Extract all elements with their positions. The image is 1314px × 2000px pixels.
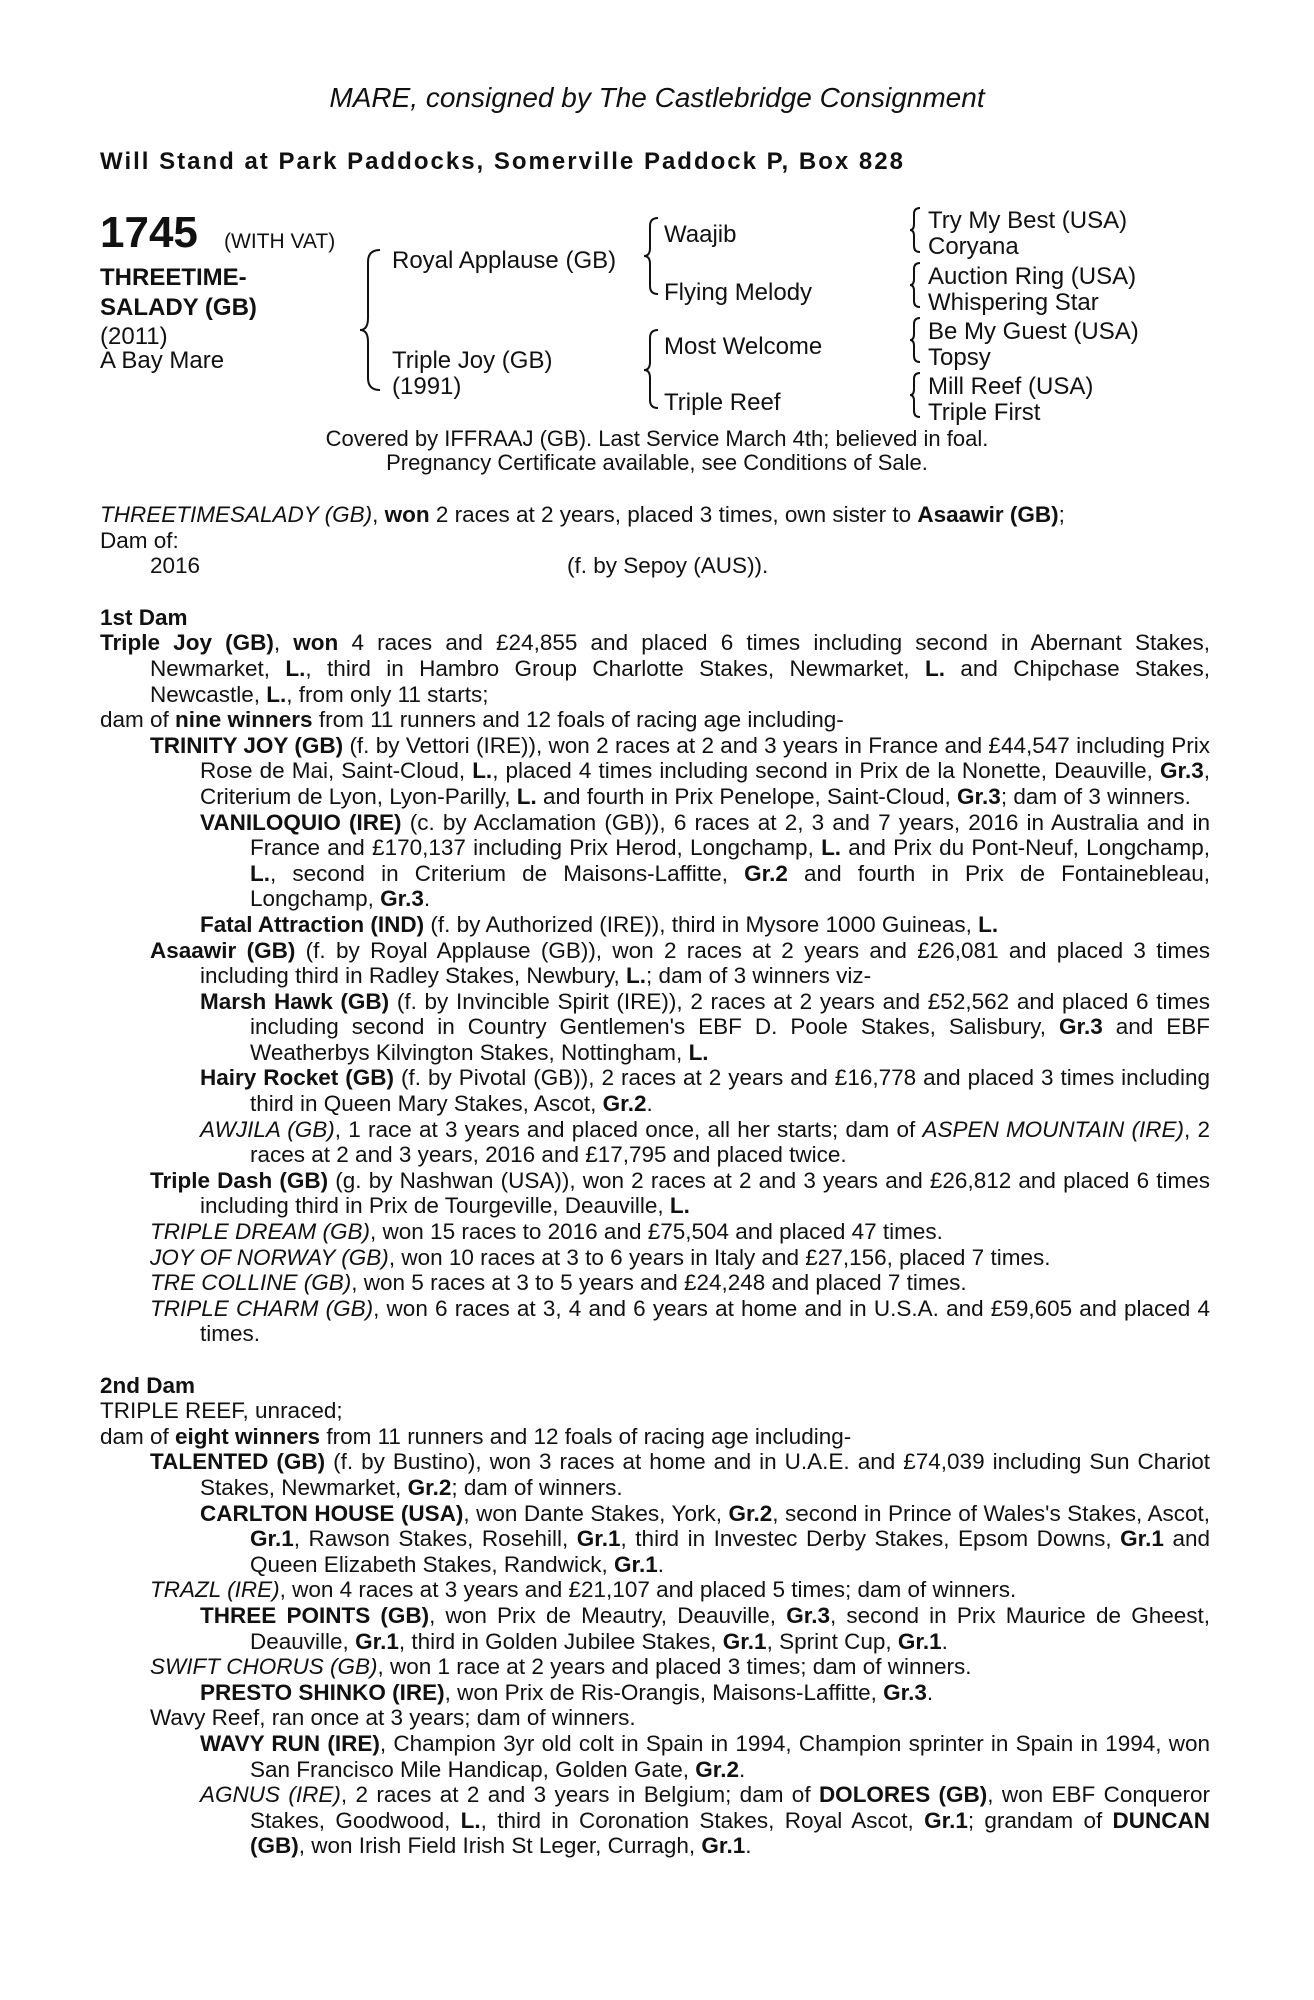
first_dam-entry-text: AWJILA (GB) [200, 1116, 335, 1142]
second_dam-entry-text: THREE POINTS (GB) [200, 1602, 430, 1628]
horse-name-line1: THREETIME- [100, 264, 247, 291]
second_dam-entry [100, 1654, 1210, 1680]
second_dam-entry-text: , third in Investec Derby Stakes, Epsom Downs, [620, 1526, 1121, 1552]
catalogue-body [100, 502, 1210, 1859]
second_dam-entry-text: Gr.2 [695, 1756, 740, 1782]
second_dam-entry-text: . [745, 1833, 752, 1859]
pedigree-sire: Royal Applause (GB) [392, 247, 617, 274]
first_dam-entry-text: ASPEN MOUNTAIN (IRE) [922, 1116, 1184, 1142]
first_dam-entry-text: TRIPLE CHARM (GB) [150, 1295, 374, 1321]
dam-of-label: Dam of: [100, 527, 179, 553]
first_dam-entry-text: Asaawir (GB) [150, 937, 296, 963]
first_dam-entry-text: , won 5 races at 3 to 5 years and £24,248 and placed 7 times. [351, 1270, 967, 1296]
intro-comma: , [372, 502, 385, 527]
second_dam-entry-text: Gr.1 [250, 1526, 294, 1552]
second_dam-entry [100, 1577, 1210, 1603]
second_dam-entry-text: TALENTED (GB) [150, 1449, 326, 1475]
foal-line [100, 553, 1210, 579]
brace-sire [644, 218, 658, 294]
pedigree-dam-year: (1991) [392, 373, 462, 400]
second_dam-entry [100, 1501, 1210, 1578]
first_dam-entry-text: (c. by Acclamation (GB)), 6 races at 2, 3 and 7 years, 2016 in Australia and in France and £170,137 including Prix Herod, Longchamp, [250, 809, 1210, 861]
second_dam-entry-text: . [941, 1628, 948, 1654]
first_dam-entry-text: L. [821, 835, 842, 861]
first_dam-entry-text: , placed 4 times including second in Prix de la Nonette, Deauville, [492, 758, 1160, 784]
intro-end: ; [1058, 502, 1065, 527]
page-title: MARE, consigned by The Castlebridge Consignment [329, 82, 985, 113]
horse-name-line2: SALADY (GB) [100, 294, 257, 321]
first_dam-entry-text: , 2 races at 2 and 3 years, 2016 and £17,795 and placed twice. [250, 1116, 1210, 1168]
first_dam-entry-text: Gr.2 [602, 1091, 647, 1117]
foal-description: (f. by Sepoy (AUS)). [567, 553, 769, 579]
second_dam-entry-text: Gr.1 [1120, 1526, 1164, 1552]
second_dam-entry-text: Wavy Reef, ran once at 3 years; dam of winners. [150, 1705, 636, 1731]
first_dam-entry-text: Gr.3 [1159, 758, 1204, 784]
foal-year: 2016 [150, 553, 201, 579]
first_dam-entry-text: L. [978, 911, 999, 937]
first_dam-entry [100, 1065, 1210, 1116]
first_dam-entry [100, 912, 1210, 938]
first_dam-entry [100, 810, 1210, 912]
second_dam-entry-text: (f. by Bustino), won 3 races at home and in U.A.E. and £74,039 including Sun Chariot Stakes, Newmarket, [200, 1449, 1211, 1500]
first_dam-entry-text: Marsh Hawk (GB) [200, 988, 390, 1014]
first_dam-entry-text: Triple Joy (GB) [100, 630, 274, 656]
second_dam-entry-text: PRESTO SHINKO (IRE) [200, 1679, 445, 1705]
second_dam-entry [100, 1424, 1210, 1450]
second_dam-entry-text: TRAZL (IRE) [150, 1577, 280, 1603]
pedigree-dam: Triple Joy (GB) [392, 347, 553, 374]
intro-paragraph [100, 502, 1210, 528]
second_dam-entry [100, 1603, 1210, 1654]
pedigree-ggp-5: Be My Guest (USA) [928, 318, 1139, 345]
second_dam-entry-text: DUNCAN (GB) [250, 1807, 1210, 1859]
first_dam-entry-text: Gr.3 [1058, 1014, 1103, 1040]
first_dam-entry [100, 1245, 1210, 1271]
first_dam-entry-text: L. [669, 1193, 690, 1219]
first_dam-entry-text: Hairy Rocket (GB) [200, 1065, 395, 1091]
brace-ggp-2 [910, 263, 920, 307]
second_dam-entry-text: Gr.1 [722, 1628, 767, 1654]
second_dam-entry-text: Gr.3 [786, 1602, 830, 1628]
second_dam-entry [100, 1398, 1210, 1424]
first_dam-entry-text: , Criterium de Lyon, Lyon-Parilly, [200, 758, 1210, 809]
first_dam-entry-text: (f. by Vettori (IRE)), won 2 races at 2 and 3 years in France and £44,547 including Prix Rose de Mai, Saint-Cloud, [200, 732, 1210, 784]
first_dam-entry-text: , won 10 races at 3 to 6 years in Italy and £27,156, placed 7 times. [388, 1244, 1051, 1270]
first_dam-entry-text: L. [285, 655, 306, 681]
first_dam-entry-text: and Chipchase Stakes, Newcastle, [150, 655, 1210, 707]
first_dam-entry-text: 4 races and £24,855 and placed 6 times including second in Abernant Stakes, Newmarket, [150, 630, 1210, 681]
second_dam-entry-text: Gr.1 [897, 1628, 942, 1654]
second_dam-entry [100, 1705, 1210, 1731]
first_dam-entry-text: (f. by Pivotal (GB)), 2 races at 2 years and £16,778 and placed 3 times including third in Queen Mary Stakes, Ascot, [250, 1065, 1211, 1117]
brace-ggp-1 [910, 208, 920, 252]
second_dam-entry-text: ; grandam of [967, 1807, 1113, 1833]
second_dam-entry-text: Gr.1 [576, 1526, 621, 1552]
first_dam-entry [100, 1296, 1210, 1347]
second_dam-entry [100, 1680, 1210, 1706]
second_dam-entry [100, 1731, 1210, 1782]
pedigree-ggp-1: Try My Best (USA) [928, 207, 1128, 234]
second_dam-entry-text: Gr.1 [355, 1628, 399, 1654]
lot-vat-note: (WITH VAT) [224, 230, 336, 253]
second_dam-entry-text: TRIPLE REEF, unraced; [100, 1398, 343, 1424]
pedigree-ggp-3: Auction Ring (USA) [928, 263, 1137, 290]
second_dam-entry-text: . [926, 1679, 934, 1705]
first_dam-entry-text: , third in Hambro Group Charlotte Stakes, Newmarket, [305, 655, 925, 681]
horse-year: (2011) [100, 323, 168, 350]
first_dam-entry-text: , [273, 630, 294, 656]
first_dam-entry-text: and fourth in Prix de Fontainebleau, Longchamp, [250, 860, 1210, 912]
pedigree-ggp-6: Topsy [928, 344, 991, 371]
horse-description: A Bay Mare [100, 347, 225, 374]
intro-won: won [384, 502, 430, 527]
first_dam-entry-text: L. [516, 783, 537, 809]
pedigree-ggp-4: Whispering Star [928, 289, 1099, 316]
brace-main [360, 250, 380, 390]
second_dam-entry-text: , Sprint Cup, [766, 1628, 898, 1654]
first_dam-entry-text: TRINITY JOY (GB) [150, 732, 344, 758]
first-dam-entries [100, 630, 1210, 1347]
lot-number: 1745 [100, 208, 198, 257]
first_dam-entry-text: (g. by Nashwan (USA)), won 2 races at 2 and 3 years and £26,812 and placed 6 times including third in Prix de Tourgeville, Deauville, [200, 1167, 1211, 1219]
second_dam-entry-text: , won Prix de Ris-Orangis, Maisons-Laffitte, [444, 1679, 884, 1705]
first_dam-entry-text: and EBF Weatherbys Kilvington Stakes, Nottingham, [250, 1014, 1210, 1065]
second-dam-entries [100, 1398, 1210, 1859]
first_dam-entry [100, 989, 1210, 1066]
first_dam-entry-text: Gr.3 [957, 783, 1001, 809]
first-dam-heading: 1st Dam [100, 604, 188, 630]
covered-note: Covered by IFFRAAJ (GB). Last Service March 4th; believed in foal. [325, 426, 989, 451]
intro-text: 2 races at 2 years, placed 3 times, own sister to [429, 502, 918, 527]
first_dam-entry-text: nine winners [175, 707, 313, 733]
second_dam-entry-text: . [657, 1551, 664, 1577]
first_dam-entry-text: L. [924, 655, 945, 681]
first_dam-entry [100, 1219, 1210, 1245]
second_dam-entry-text: , won Dante Stakes, York, [463, 1500, 729, 1526]
second_dam-entry-text: , won 4 races at 3 years and £21,107 and placed 5 times; dam of winners. [279, 1577, 1017, 1603]
first_dam-entry-text: L. [688, 1039, 709, 1065]
second_dam-entry-text: dam of [100, 1423, 176, 1449]
first_dam-entry-text: L. [472, 758, 493, 784]
first_dam-entry [100, 630, 1210, 707]
first_dam-entry-text: , 1 race at 3 years and placed once, all her starts; dam of [334, 1116, 923, 1142]
first_dam-entry-text: TRE COLLINE (GB) [150, 1270, 352, 1296]
second_dam-entry-text: WAVY RUN (IRE) [200, 1730, 380, 1756]
second_dam-entry-text: , won Prix de Meautry, Deauville, [429, 1602, 787, 1628]
second_dam-entry-text: , third in Coronation Stakes, Royal Ascot, [480, 1807, 925, 1833]
first_dam-entry [100, 1270, 1210, 1296]
first_dam-entry [100, 938, 1210, 989]
first_dam-entry-text: VANILOQUIO (IRE) [200, 809, 402, 835]
first_dam-entry-text: , from only 11 starts; [286, 681, 489, 707]
pedigree-ggp-8: Triple First [928, 399, 1041, 426]
second_dam-entry-text: , second in Prix Maurice de Gheest, Deauville, [250, 1602, 1211, 1654]
second_dam-entry-text: Gr.1 [613, 1551, 658, 1577]
second_dam-entry-text: Gr.2 [728, 1500, 773, 1526]
second_dam-entry-text: , won 1 race at 2 years and placed 3 times; dam of winners. [377, 1654, 972, 1680]
second_dam-entry-text: L. [460, 1807, 481, 1833]
second_dam-entry-text: Gr.1 [701, 1833, 746, 1859]
first_dam-entry-text: (f. by Invincible Spirit (IRE)), 2 races at 2 years and £52,562 and placed 6 times including second in Country Gentlemen's EBF D. Poole Stakes, Salisbury, [250, 988, 1210, 1040]
first_dam-entry-text: from 11 runners and 12 foals of racing age including- [312, 707, 844, 733]
second_dam-entry-text: CARLTON HOUSE (USA) [200, 1500, 464, 1526]
second_dam-entry-text: AGNUS (IRE) [200, 1782, 341, 1808]
first_dam-entry-text: L. [626, 963, 647, 989]
first_dam-entry-text: L. [266, 681, 287, 707]
first_dam-entry-text: , won 6 races at 3, 4 and 6 years at home and in U.S.A. and £59,605 and placed 4 times. [200, 1295, 1211, 1347]
first_dam-entry [100, 1168, 1210, 1219]
pregnancy-note: Pregnancy Certificate available, see Conditions of Sale. [386, 450, 928, 475]
first_dam-entry-text: JOY OF NORWAY (GB) [150, 1244, 389, 1270]
pedigree-dam-sire: Most Welcome [664, 333, 823, 360]
pedigree-ggp-7: Mill Reef (USA) [928, 373, 1094, 400]
first_dam-entry-text: and fourth in Prix Penelope, Saint-Cloud, [536, 783, 958, 809]
first_dam-entry-text: . [423, 886, 431, 912]
first_dam-entry-text: ; dam of 3 winners. [1000, 783, 1191, 809]
second_dam-entry-text: Gr.1 [924, 1807, 968, 1833]
second_dam-entry-text: , won Irish Field Irish St Leger, Curragh, [298, 1833, 702, 1859]
pedigree-sire-dam: Flying Melody [664, 279, 813, 306]
first_dam-entry-text: , won 15 races to 2016 and £75,504 and placed 47 times. [370, 1219, 943, 1245]
first_dam-entry-text: L. [250, 860, 270, 886]
second_dam-entry-text: , second in Prince of Wales's Stakes, Ascot, [772, 1500, 1210, 1526]
second_dam-entry-text: ; dam of winners. [451, 1474, 623, 1500]
pedigree-dam-dam: Triple Reef [664, 389, 781, 416]
second_dam-entry-text: , Champion 3yr old colt in Spain in 1994, Champion sprinter in Spain in 1994, won San Francisco Mile Handicap, Golden Gate, [250, 1730, 1210, 1782]
second-dam-heading: 2nd Dam [100, 1372, 196, 1398]
brace-ggp-4 [910, 373, 920, 417]
brace-ggp-3 [910, 318, 920, 362]
first_dam-entry-text: , second in Criterium de Maisons-Laffitte, [270, 860, 745, 886]
first_dam-entry [100, 1117, 1210, 1168]
pedigree-sire-sire: Waajib [664, 221, 737, 248]
second_dam-entry-text: , won EBF Conqueror Stakes, Goodwood, [250, 1782, 1210, 1833]
first_dam-entry-text: (f. by Authorized (IRE)), third in Mysore 1000 Guineas, [424, 911, 979, 937]
second_dam-entry-text: , Rawson Stakes, Rosehill, [293, 1526, 577, 1552]
second_dam-entry-text: , 2 races at 2 and 3 years in Belgium; dam of [340, 1782, 819, 1808]
first_dam-entry-text: Gr.2 [744, 860, 788, 886]
first_dam-entry [100, 733, 1210, 810]
second_dam-entry-text: , third in Golden Jubilee Stakes, [398, 1628, 723, 1654]
second_dam-entry-text: and Queen Elizabeth Stakes, Randwick, [250, 1526, 1211, 1577]
first_dam-entry-text: TRIPLE DREAM (GB) [150, 1219, 371, 1245]
first_dam-entry-text: Fatal Attraction (IND) [200, 911, 425, 937]
second_dam-entry [100, 1782, 1210, 1859]
first_dam-entry-text: Triple Dash (GB) [150, 1167, 329, 1193]
stand-location: Will Stand at Park Paddocks, Somerville Paddock P, Box 828 [100, 148, 905, 175]
first_dam-entry-text: and Prix du Pont-Neuf, Longchamp, [841, 835, 1210, 861]
first_dam-entry-text: ; dam of 3 winners viz- [646, 963, 872, 989]
second_dam-entry-text: from 11 runners and 12 foals of racing age including- [320, 1423, 852, 1449]
first_dam-entry-text: won [293, 630, 339, 656]
second_dam-entry-text: Gr.3 [883, 1679, 927, 1705]
first_dam-entry-text: Gr.3 [380, 886, 424, 912]
second_dam-entry [100, 1449, 1210, 1500]
second_dam-entry-text: eight winners [175, 1423, 321, 1449]
second_dam-entry-text: Gr.2 [407, 1474, 452, 1500]
second_dam-entry-text: . [739, 1756, 746, 1782]
first_dam-entry-text: (f. by Royal Applause (GB)), won 2 races at 2 years and £26,081 and placed 3 times including third in Radley Stakes, Newbury, [200, 937, 1210, 989]
second_dam-entry-text: DOLORES (GB) [818, 1782, 988, 1808]
brace-dam [644, 330, 658, 408]
first_dam-entry-text: dam of [100, 707, 176, 733]
pedigree-ggp-2: Coryana [928, 233, 1019, 260]
intro-horse-name: THREETIMESALADY (GB) [100, 502, 373, 527]
first_dam-entry-text: . [646, 1091, 653, 1117]
intro-sister: Asaawir (GB) [917, 502, 1059, 527]
second_dam-entry-text: SWIFT CHORUS (GB) [150, 1654, 378, 1680]
first_dam-entry [100, 707, 1210, 733]
